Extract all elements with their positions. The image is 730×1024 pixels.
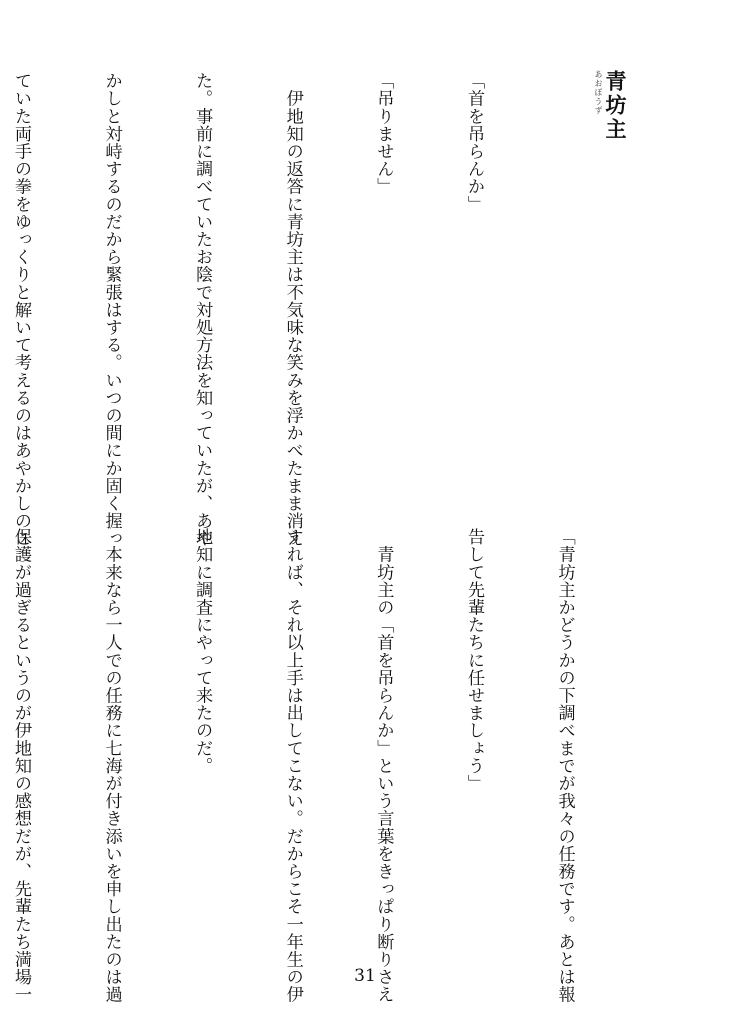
text-line: 本来なら一人での任務に七海が付き添いを申し出たのは過 (101, 528, 122, 1004)
title-ruby: あおぼうず (594, 70, 603, 115)
text-line: 青坊主の「首を吊らんか」という言葉をきっぱり断りさえ (373, 528, 394, 1004)
text-line: 地知に調査にやって来たのだ。 (192, 528, 213, 775)
text-line: 告して先輩たちに任せましょう」 (463, 528, 484, 792)
text-line: 「青坊主かどうかの下調べまでが我々の任務です。あとは報 (554, 528, 575, 1004)
text-line: 「首を吊らんか」 (463, 72, 484, 213)
text-line: 保護が過ぎるというのが伊地知の感想だが、先輩たち満場一 (10, 528, 31, 1004)
text-line: かしと対峙するのだから緊張はする。いつの間にか固く握っ (101, 72, 122, 548)
text-line: 伊地知の返答に青坊主は不気味な笑みを浮かべたまま消え (282, 72, 303, 548)
text-line: た。事前に調べていたお陰で対処方法を知っていたが、あや (192, 72, 213, 548)
chapter-title: 青坊主 (603, 70, 628, 142)
title-spacer (549, 72, 579, 492)
text-line: 「吊りません」 (373, 72, 394, 196)
upper-text-block (0, 72, 640, 548)
text-line: すれば、それ以上手は出してこない。だからこそ一年生の伊 (282, 528, 303, 1004)
text-line: ていた両手の拳をゆっくりと解いて考えるのはあやかしのこ (10, 72, 31, 548)
page-number: 31 (354, 966, 376, 986)
